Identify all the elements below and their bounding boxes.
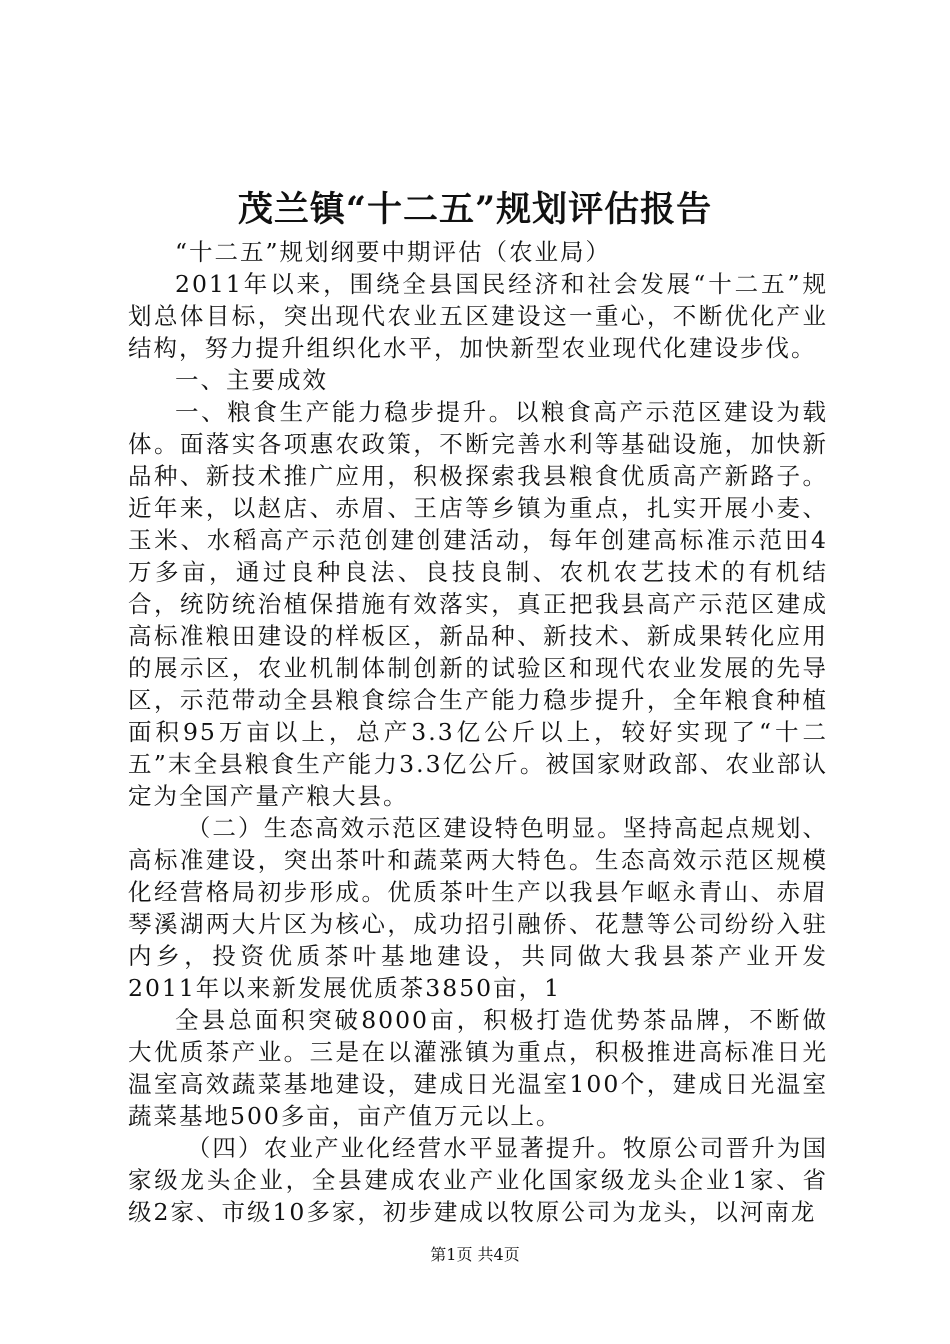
industry-paragraph: （四）农业产业化经营水平显著提升。牧原公司晋升为国家级龙头企业，全县建成农业产业化国家级龙头企业1家、省级2家、市级10多家，初步建成以牧原公司为龙头，以河南龙: [128, 1134, 828, 1226]
document-title: 茂兰镇“十二五”规划评估报告: [237, 189, 713, 230]
subtitle-paragraph: “十二五”规划纲要中期评估（农业局）: [175, 238, 612, 266]
page-footer: 第1页 共4页: [430, 1245, 520, 1264]
eco-paragraph: （二）生态高效示范区建设特色明显。坚持高起点规划、高标准建设，突出茶叶和蔬菜两大特色。生态高效示范区规模化经营格局初步形成。优质茶叶生产以我县乍岖永青山、赤眉琴溪湖两大片区为核心，成功招引融侨、花慧等公司纷纷入驻内乡，投资优质茶叶基地建设，共同做大我县茶产业开发2011年以来新发展优质茶3850亩，1: [128, 814, 828, 1002]
document-body: [128, 236, 828, 1228]
tea-paragraph: 全县总面积突破8000亩，积极打造优势茶品牌，不断做大优质茶产业。三是在以灌涨镇为重点，积极推进高标准日光温室高效蔬菜基地建设，建成日光温室100个，建成日光温室蔬菜基地500多亩，亩产值万元以上。: [128, 1006, 828, 1130]
section-heading: 一、主要成效: [175, 366, 328, 394]
intro-paragraph: 2011年以来，围绕全县国民经济和社会发展“十二五”规划总体目标，突出现代农业五区建设这一重心，不断优化产业结构，努力提升组织化水平，加快新型农业现代化建设步伐。: [128, 270, 828, 362]
grain-paragraph: 一、粮食生产能力稳步提升。以粮食高产示范区建设为载体。面落实各项惠农政策，不断完善水利等基础设施，加快新品种、新技术推广应用，积极探索我县粮食优质高产新路子。近年来，以赵店、赤眉、王店等乡镇为重点，扎实开展小麦、玉米、水稻高产示范创建创建活动，每年创建高标准示范田4万多亩，通过良种良法、良技良制、农机农艺技术的有机结合，统防统治植保措施有效落实，真正把我县高产示范区建成高标准粮田建设的样板区，新品种、新技术、新成果转化应用的展示区，农业机制体制创新的试验区和现代农业发展的先导区，示范带动全县粮食综合生产能力稳步提升，全年粮食种植面积95万亩以上，总产3.3亿公斤以上，较好实现了“十二五”末全县粮食生产能力3.3亿公斤。被国家财政部、农业部认定为全国产量产粮大县。: [128, 398, 828, 810]
